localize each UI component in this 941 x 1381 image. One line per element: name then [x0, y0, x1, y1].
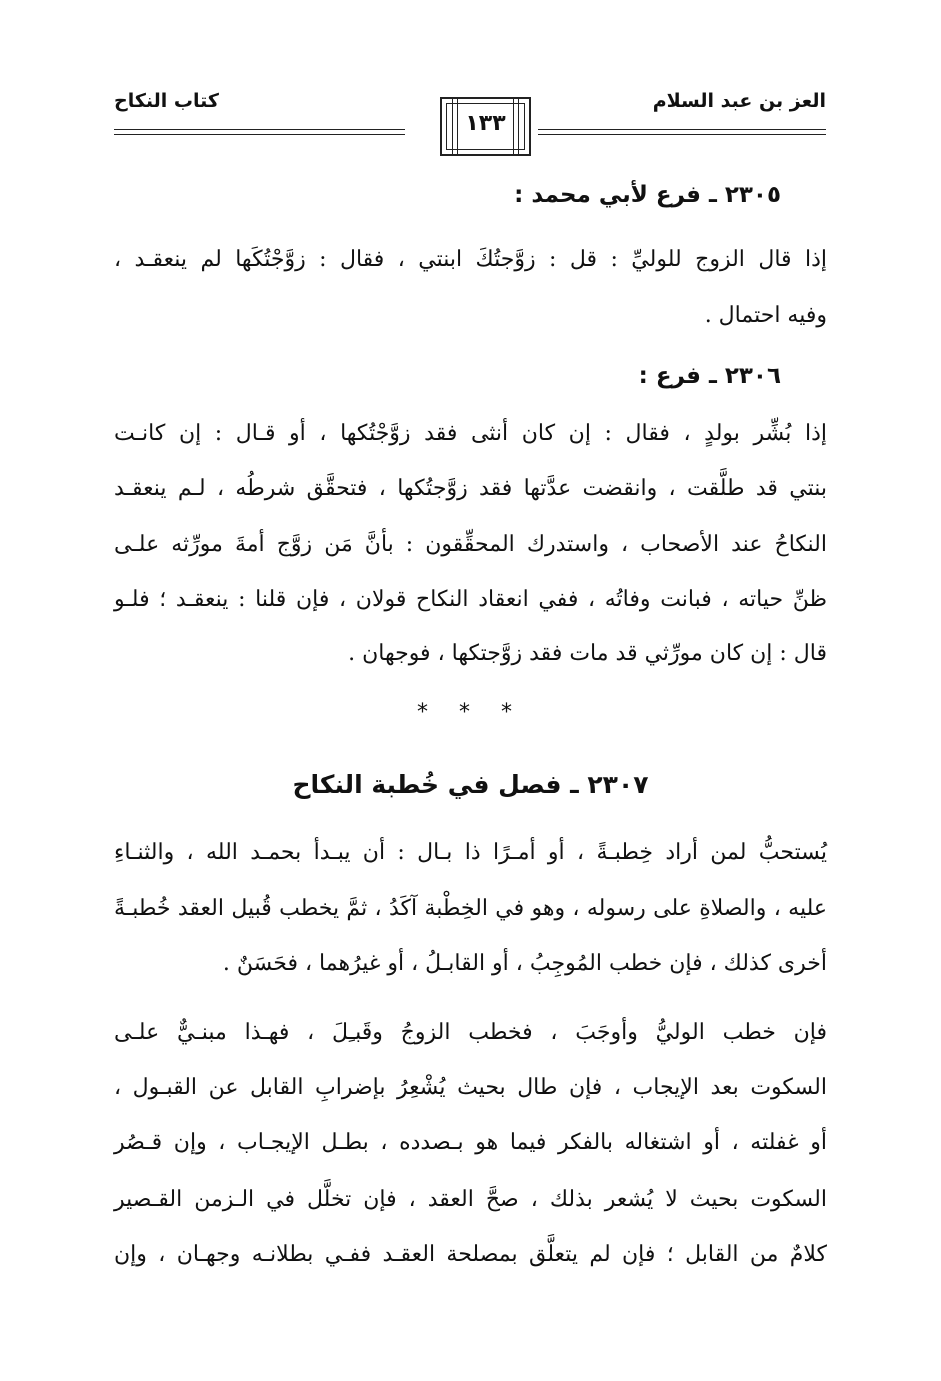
text-line: ظنِّ حياته ، فبانت وفاتُه ، ففي انعقاد النكاح قولان ، فإن قلنا : ينعقـد ؛ فلـو [114, 587, 827, 612]
text-line: إذا قال الزوج للوليِّ : قل : زوَّجتُكَ ابنتي ، فقال : زوَّجْتُكَها لم ينعقـد ، [114, 247, 827, 272]
text-line: فإن خطب الوليُّ وأوجَبَ ، فخطب الزوجُ وقَبـِلَ ، فهـذا مبنـيٌّ علـى [114, 1020, 827, 1045]
section-title-2307: ٢٣٠٧ ـ فصل في خُطبة النكاح [292, 770, 649, 799]
text-line: السكوت بحيث لا يُشعر بذلك ، صحَّ العقد ، فإن تخلَّل في الـزمن القـصير [114, 1187, 827, 1212]
section-separator: * * * [417, 700, 524, 725]
text-line: وفيه احتمال . [704, 303, 827, 328]
text-line: إذا بُشِّر بولدٍ ، فقال : إن كان أنثى فقد زوَّجْتُكها ، أو قـال : إن كانـت [114, 421, 827, 446]
header-rule-right [538, 129, 826, 135]
running-header-book: كتاب النكاح [114, 90, 219, 112]
text-line: عليه ، والصلاةِ على رسوله ، وهو في الخِطْبة آكَدُ ، ثمَّ يخطب قُبيل العقد خُطبـةً [114, 896, 827, 921]
text-line: أخرى كذلك ، فإن خطب المُوجِبُ ، أو القابـلُ ، أو غيرُهما ، فحَسَنٌ . [222, 951, 827, 976]
text-line: كلامٌ من القابل ؛ فإن لم يتعلَّق بمصلحة العقـد ففـي بطلانـه وجهـان ، وإن [114, 1242, 827, 1267]
header-rule-left [114, 129, 405, 135]
text-line: أو غفلته ، أو اشتغاله بالفكر فيما هو بـصدده ، بطـل الإيجـاب ، وإن قـصُر [114, 1130, 827, 1155]
heading-2305: ٢٣٠٥ ـ فرع لأبي محمد : [514, 182, 781, 208]
text-line: بنتي قد طلَّقت ، وانقضت عدَّتها فقد زوَّجتُكها ، فتحقَّق شرطُه ، لـم ينعقـد [114, 476, 827, 501]
running-header-author: العز بن عبد السلام [652, 90, 826, 112]
text-line: النكاحُ عند الأصحاب ، واستدرك المحقِّقون : بأنَّ مَن زوَّج أمةَ مورِّثه علـى [114, 532, 827, 557]
heading-2306: ٢٣٠٦ ـ فرع : [638, 363, 781, 389]
text-line: السكوت بعد الإيجاب ، فإن طال بحيث يُشْعِرُ بإضرابِ القابل عن القبـول ، [114, 1075, 827, 1100]
text-line: يُستحبُّ لمن أراد خِطبـةً ، أو أمـرًا ذا بـال : أن يبـدأ بحمـد الله ، والثنـاءِ [114, 840, 827, 865]
page-number-frame [440, 97, 531, 156]
page-number: ١٣٣ [465, 111, 506, 136]
text-line: قال : إن كان مورِّثي قد مات فقد زوَّجتكها ، فوجهان . [348, 641, 827, 666]
